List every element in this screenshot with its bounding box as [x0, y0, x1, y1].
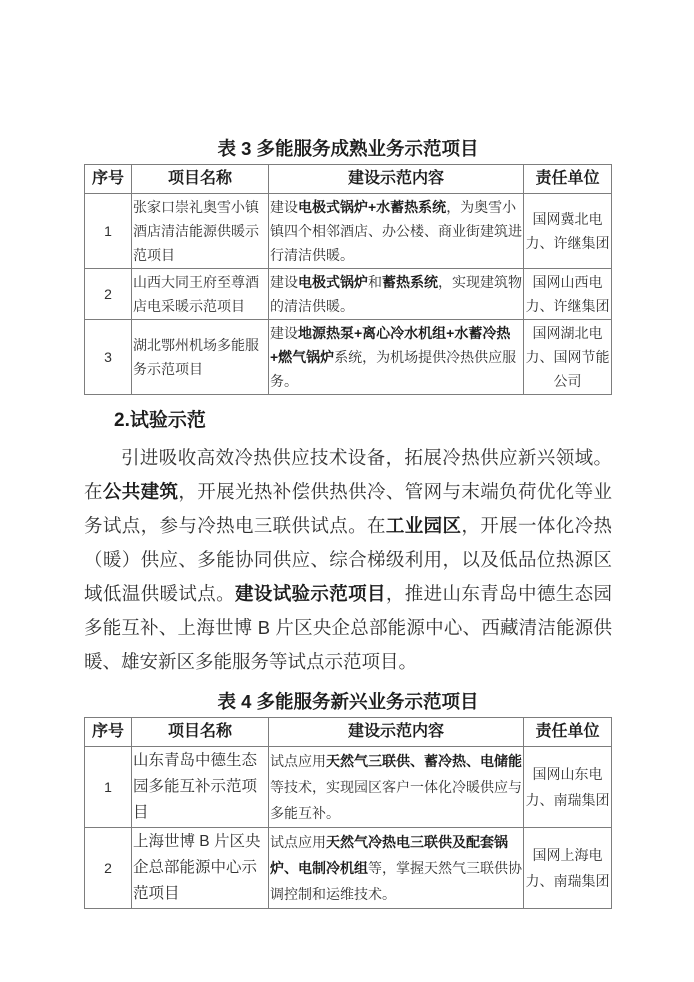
- cell-serial-no: 3: [85, 320, 132, 395]
- table3-header-content: 建设示范内容: [269, 165, 524, 194]
- cell-project-name: 张家口崇礼奥雪小镇酒店清洁能源供暖示范项目: [132, 194, 269, 269]
- cell-serial-no: 1: [85, 194, 132, 269]
- cell-demo-content: 建设地源热泵+离心冷水机组+水蓄冷热+燃气锅炉系统，为机场提供冷热供应服务。: [269, 320, 524, 395]
- cell-responsible-unit: 国网山东电力、南瑞集团: [524, 747, 612, 828]
- table4-header-unit: 责任单位: [524, 718, 612, 747]
- cell-responsible-unit: 国网山西电力、许继集团: [524, 269, 612, 320]
- table4-header-name: 项目名称: [132, 718, 269, 747]
- cell-responsible-unit: 国网冀北电力、许继集团: [524, 194, 612, 269]
- cell-project-name: 山西大同王府至尊酒店电采暖示范项目: [132, 269, 269, 320]
- table3-header-no: 序号: [85, 165, 132, 194]
- table-row: [85, 269, 612, 320]
- table4-header-no: 序号: [85, 718, 132, 747]
- cell-project-name: 湖北鄂州机场多能服务示范项目: [132, 320, 269, 395]
- cell-demo-content: 建设电极式锅炉和蓄热系统，实现建筑物的清洁供暖。: [269, 269, 524, 320]
- table3: [84, 164, 612, 395]
- table3-header-name: 项目名称: [132, 165, 269, 194]
- table4-title: 表 4 多能服务新兴业务示范项目: [217, 691, 479, 712]
- cell-project-name: 山东青岛中德生态园多能互补示范项目: [132, 747, 269, 828]
- table-row: [85, 194, 612, 269]
- cell-demo-content: 试点应用天然气冷热电三联供及配套锅炉、电制冷机组等，掌握天然气三联供协调控制和运维技术。: [269, 828, 524, 909]
- table-row: [85, 828, 612, 909]
- body-paragraph: 引进吸收高效冷热供应技术设备，拓展冷热供应新兴领域。在公共建筑，开展光热补偿供热供冷、管网与末端负荷优化等业务试点，参与冷热电三联供试点。在工业园区，开展一体化冷热（暖）供应、多能协同供应、综合梯级利用，以及低品位热源区域低温供暖试点。建设试验示范项目，推进山东青岛中德生态园多能互补、上海世博 B 片区央企总部能源中心、西藏清洁能源供暖、雄安新区多能服务等试点示范项目。: [84, 447, 612, 672]
- cell-responsible-unit: 国网湖北电力、国网节能公司: [524, 320, 612, 395]
- table4: [84, 717, 612, 909]
- table-row: [85, 320, 612, 395]
- cell-responsible-unit: 国网上海电力、南瑞集团: [524, 828, 612, 909]
- table3-header-row: [85, 165, 612, 194]
- section-heading: 2.试验示范: [114, 410, 206, 431]
- cell-serial-no: 1: [85, 747, 132, 828]
- table4-header-row: [85, 718, 612, 747]
- table3-title: 表 3 多能服务成熟业务示范项目: [217, 138, 479, 159]
- table-row: [85, 747, 612, 828]
- cell-serial-no: 2: [85, 269, 132, 320]
- table3-header-unit: 责任单位: [524, 165, 612, 194]
- cell-serial-no: 2: [85, 828, 132, 909]
- cell-demo-content: 建设电极式锅炉+水蓄热系统，为奥雪小镇四个相邻酒店、办公楼、商业街建筑进行清洁供暖。: [269, 194, 524, 269]
- cell-project-name: 上海世博 B 片区央企总部能源中心示范项目: [132, 828, 269, 909]
- cell-demo-content: 试点应用天然气三联供、蓄冷热、电储能等技术，实现园区客户一体化冷暖供应与多能互补。: [269, 747, 524, 828]
- table4-header-content: 建设示范内容: [269, 718, 524, 747]
